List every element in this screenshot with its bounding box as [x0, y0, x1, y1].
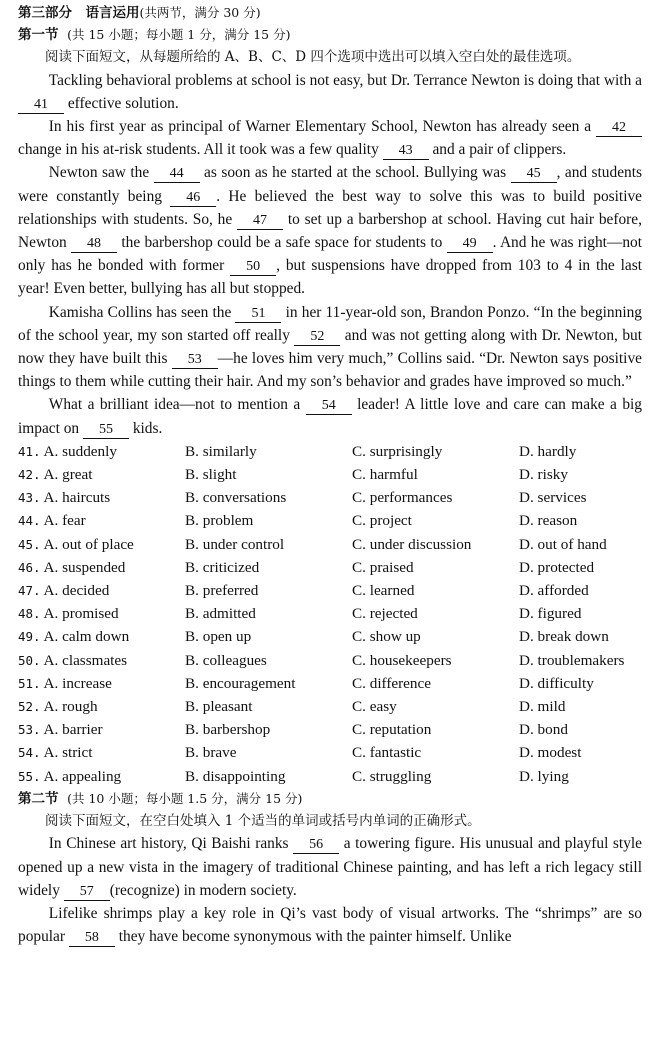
option-a: [18, 486, 185, 509]
question-number: 44.: [18, 513, 41, 529]
option-d: D. hardly: [519, 442, 577, 460]
option-a: [18, 765, 185, 788]
part-title: 第三部分 语言运用: [18, 5, 140, 21]
option-a-text: A. great: [43, 466, 93, 484]
question-number: 53.: [18, 722, 41, 738]
option-c: C. fantastic: [352, 744, 422, 762]
passage-text: a towering figure. His unusual and playful style opened up a new vista in the imagery of traditional Chinese painting, and has left a rich legacy still widely: [18, 835, 643, 899]
option-b: B. barbershop: [185, 721, 271, 739]
question-number: 49.: [18, 629, 41, 645]
option-row: [18, 741, 642, 764]
passage-text: and was not getting along with Dr. Newton, but now they have built this: [18, 326, 642, 368]
option-b: B. brave: [185, 744, 237, 762]
passage-text: —he loves him very much,” Collins said. “Dr. Newton says positive things to them while cutting their hair. And my son’s behavior and grades have improved so much.”: [18, 350, 642, 391]
option-a: [18, 625, 185, 648]
option-a: [18, 579, 185, 602]
option-c: C. show up: [352, 628, 421, 646]
option-b: B. preferred: [185, 582, 259, 600]
option-a-text: A. classmates: [43, 651, 128, 669]
option-d: D. services: [519, 489, 587, 507]
option-a: [18, 463, 185, 486]
passage-text: kids.: [128, 419, 163, 437]
option-c: C. performances: [352, 489, 453, 507]
answer-blank: 53: [172, 352, 218, 369]
answer-blank: 43: [383, 143, 429, 160]
question-number: 52.: [18, 699, 41, 715]
option-b: B. colleagues: [185, 651, 267, 669]
passage-text: and a pair of clippers.: [428, 141, 567, 159]
option-a-text: A. appealing: [43, 767, 122, 785]
option-a-text: A. rough: [43, 698, 98, 716]
option-row: [18, 718, 642, 741]
passage-paragraph: [18, 832, 642, 902]
section1-heading: [18, 24, 642, 46]
passage-text: effective solution.: [64, 94, 179, 112]
option-row: [18, 649, 642, 672]
passage-paragraph: [18, 115, 642, 161]
option-a: [18, 718, 185, 741]
passage-paragraph: [18, 902, 642, 948]
option-row: [18, 625, 642, 648]
option-b: B. criticized: [185, 558, 260, 576]
option-row: [18, 440, 642, 463]
option-a: [18, 602, 185, 625]
option-c: C. under discussion: [352, 535, 472, 553]
option-b: B. similarly: [185, 442, 257, 460]
question-number: 41.: [18, 443, 41, 459]
option-a: [18, 695, 185, 718]
option-b: B. encouragement: [185, 674, 296, 692]
option-b: B. admitted: [185, 605, 256, 623]
option-row: [18, 556, 642, 579]
option-row: [18, 463, 642, 486]
passage-text: Lifelike shrimps play a key role in Qi’s vast body of visual artworks. The “shrimps” are so popular: [18, 905, 642, 946]
passage-text: change in his at-risk students. All it took was a few quality: [18, 141, 383, 159]
option-c: C. harmful: [352, 466, 418, 484]
answer-blank: 52: [294, 329, 340, 346]
answer-blank: 41: [18, 97, 64, 114]
option-a: [18, 741, 185, 764]
passage-paragraph: [18, 301, 642, 394]
section2-info: (共 10 小题；每小题 1.5 分，满分 15 分): [67, 790, 303, 806]
question-number: 43.: [18, 490, 41, 506]
option-c: C. praised: [352, 558, 414, 576]
answer-blank: 58: [69, 930, 115, 947]
option-a-text: A. decided: [43, 582, 110, 600]
passage-text: the barbershop could be a safe space for students to: [117, 234, 447, 252]
option-d: D. risky: [519, 466, 568, 484]
option-c: C. rejected: [352, 605, 418, 623]
option-c: C. easy: [352, 698, 397, 716]
question-number: 51.: [18, 675, 41, 691]
option-d: D. difficulty: [519, 674, 594, 692]
question-number: 47.: [18, 583, 41, 599]
part-heading: [18, 2, 642, 24]
option-c: C. project: [352, 512, 412, 530]
question-number: 48.: [18, 606, 41, 622]
option-b: B. pleasant: [185, 698, 253, 716]
part-score: (共两节，满分 30 分): [139, 5, 261, 20]
option-c: C. surprisingly: [352, 442, 443, 460]
passage-paragraph: [18, 161, 642, 300]
option-row: [18, 579, 642, 602]
option-b: B. open up: [185, 628, 252, 646]
option-row: [18, 695, 642, 718]
option-d: D. bond: [519, 721, 568, 739]
option-a-text: A. promised: [43, 605, 119, 623]
option-c: C. housekeepers: [352, 651, 452, 669]
answer-blank: 46: [170, 190, 216, 207]
question-number: 45.: [18, 536, 41, 552]
passage-text: they have become synonymous with the painter himself. Unlike: [114, 928, 512, 946]
option-a-text: A. suddenly: [43, 442, 117, 460]
passage-text: . And he was right—not only has he bonded with former: [18, 234, 642, 275]
option-a: [18, 533, 185, 556]
passage-text: In his first year as principal of Warner Elementary School, Newton has already seen a: [48, 118, 596, 135]
option-c: C. struggling: [352, 767, 432, 785]
option-b: B. disappointing: [185, 767, 286, 785]
option-d: D. out of hand: [519, 535, 607, 553]
answer-blank: 57: [64, 884, 110, 901]
option-row: [18, 486, 642, 509]
option-a: [18, 509, 185, 532]
passage-text: , and students were constantly being: [18, 164, 642, 205]
option-d: D. troublemakers: [519, 651, 625, 669]
option-row: [18, 509, 642, 532]
passage-text: Kamisha Collins has seen the: [48, 303, 236, 321]
passage-paragraph: [18, 393, 642, 439]
section1-title: 第一节: [18, 27, 59, 43]
option-a: [18, 556, 185, 579]
option-d: D. break down: [519, 628, 609, 646]
section2-instruction: 阅读下面短文，在空白处填入 1 个适当的单词或括号内单词的正确形式。: [45, 812, 481, 829]
section1-options: [18, 440, 642, 788]
answer-blank: 44: [154, 166, 200, 183]
option-b: B. under control: [185, 535, 285, 553]
option-a-text: A. suspended: [43, 558, 126, 576]
section2-heading: [18, 788, 642, 810]
answer-blank: 54: [306, 398, 352, 415]
option-row: [18, 765, 642, 788]
option-row: [18, 533, 642, 556]
answer-blank: 55: [83, 422, 129, 439]
option-d: D. reason: [519, 512, 578, 530]
question-number: 46.: [18, 559, 41, 575]
passage-text: Newton saw the: [48, 164, 154, 182]
option-a-text: A. increase: [43, 674, 112, 692]
option-d: D. afforded: [519, 582, 589, 600]
passage-text: leader! A little love and care can make a big impact on: [18, 396, 642, 437]
option-d: D. lying: [519, 767, 569, 785]
answer-blank: 47: [237, 213, 283, 230]
answer-blank: 49: [447, 236, 493, 253]
option-a-text: A. calm down: [43, 628, 130, 646]
answer-blank: 51: [235, 306, 281, 323]
answer-blank: 56: [293, 837, 339, 854]
passage-text: as soon as he started at the school. Bullying was: [199, 164, 511, 182]
answer-blank: 45: [511, 166, 557, 183]
question-number: 54.: [18, 745, 41, 761]
option-b: B. conversations: [185, 489, 287, 507]
question-number: 50.: [18, 652, 41, 668]
option-a-text: A. haircuts: [43, 489, 111, 507]
option-a: [18, 672, 185, 695]
answer-blank: 48: [71, 236, 117, 253]
passage-text: (recognize) in modern society.: [109, 881, 297, 899]
passage-text: in her 11-year-old son, Brandon Ponzo. “In the beginning of the school year, my son started off really: [18, 303, 642, 344]
section2-passage: [18, 832, 642, 948]
option-row: [18, 672, 642, 695]
section2-title: 第二节: [18, 790, 59, 807]
option-a: [18, 440, 185, 463]
option-c: C. reputation: [352, 721, 432, 739]
passage-text: to set up a barbershop at school. Having cut hair before, Newton: [18, 210, 642, 252]
question-number: 55.: [18, 768, 41, 784]
question-number: 42.: [18, 467, 41, 483]
passage-text: , but suspensions have dropped from 103 to 4 in the last year! Even better, bullying has all but stopped.: [18, 257, 642, 298]
answer-blank: 42: [596, 120, 642, 137]
option-a-text: A. barrier: [43, 721, 103, 739]
passage-paragraph: [18, 69, 642, 115]
option-b: B. problem: [185, 512, 254, 530]
option-a-text: A. out of place: [43, 535, 134, 553]
option-c: C. learned: [352, 582, 415, 600]
answer-blank: 50: [230, 259, 276, 276]
option-a-text: A. fear: [43, 512, 86, 530]
option-a-text: A. strict: [43, 744, 93, 762]
option-a: [18, 649, 185, 672]
passage-text: In Chinese art history, Qi Baishi ranks: [48, 835, 294, 853]
option-d: D. protected: [519, 558, 595, 576]
option-d: D. mild: [519, 698, 566, 716]
option-row: [18, 602, 642, 625]
section1-passage: [18, 69, 642, 440]
option-d: D. modest: [519, 744, 582, 762]
section1-info: (共 15 小题；每小题 1 分，满分 15 分): [67, 27, 291, 42]
passage-text: What a brilliant idea—not to mention a: [48, 396, 306, 414]
section1-instruction: 阅读下面短文，从每题所给的 A、B、C、D 四个选项中选出可以填入空白处的最佳选项。: [45, 49, 581, 65]
passage-text: . He believed the best way to solve this was to build positive relationships with students. So, he: [18, 187, 642, 228]
passage-text: Tackling behavioral problems at school is not easy, but Dr. Terrance Newton is doing that with a: [48, 71, 642, 89]
option-d: D. figured: [519, 605, 582, 623]
option-b: B. slight: [185, 466, 237, 484]
option-c: C. difference: [352, 674, 431, 692]
